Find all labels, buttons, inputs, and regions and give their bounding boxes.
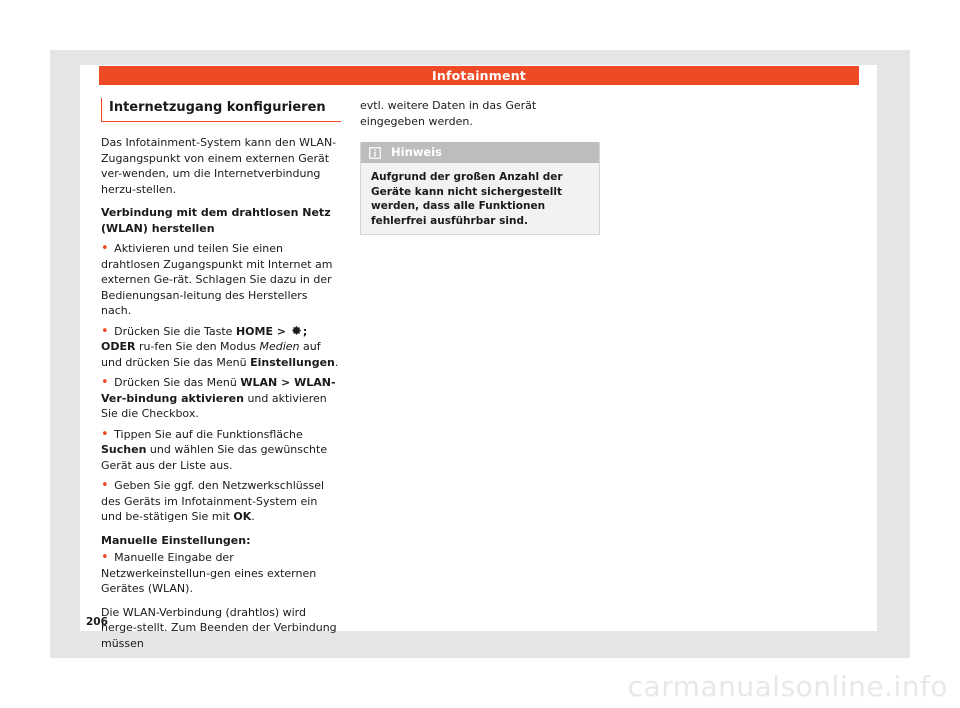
section-title: Internetzugang konfigurieren [101, 98, 341, 122]
continuation-paragraph: evtl. weitere Daten in das Gerät eingegeben werden. [360, 99, 537, 128]
middle-column [360, 98, 600, 235]
manual-heading: Manuelle Einstellungen: [101, 533, 251, 547]
bullet-icon: • [101, 478, 109, 493]
note-text: Aufgrund der großen Anzahl der Geräte kann nicht sichergestellt werden, dass alle Funktionen fehlerfrei ausführbar sind. [371, 171, 563, 227]
info-icon [369, 147, 381, 159]
einstellungen-menu: Einstellungen [250, 355, 335, 369]
chapter-header: Infotainment [99, 66, 859, 85]
note-title: Hinweis [391, 145, 442, 159]
page-number: 206 [86, 616, 108, 628]
step-3: • Drücken Sie das Menü WLAN > WLAN-Ver-bindung aktivieren und aktivieren Sie die Checkbox. [101, 375, 336, 420]
ok-label: OK [233, 510, 252, 523]
step-6: • Manuelle Eingabe der Netzwerkeinstellun-gen eines externen Gerätes (WLAN). [101, 550, 317, 595]
closing-paragraph: Die WLAN-Verbindung (drahtlos) wird herge-stellt. Zum Beenden der Verbindung müssen [101, 605, 337, 650]
bullet-icon: • [101, 426, 109, 442]
watermark-logo: carmanualsonline.info [627, 670, 948, 703]
step-4: • Tippen Sie auf die Funktionsfläche Suchen und wählen Sie das gewünschte Gerät aus der Liste aus. [101, 426, 328, 472]
step-5: • Geben Sie ggf. den Netzwerkschlüssel des Geräts im Infotainment-System ein und be-stätigen Sie mit OK. [101, 478, 325, 523]
bullet-icon: • [101, 241, 109, 256]
wlan-menu-path: WLAN > WLAN-Ver-bindung aktivieren [101, 376, 336, 405]
wlan-heading: Verbindung mit dem drahtlosen Netz (WLAN) herstellen [101, 206, 331, 235]
home-key: HOME > [235, 324, 290, 338]
medien-mode: Medien [259, 340, 300, 353]
intro-paragraph: Das Infotainment-System kann den WLAN-Zugangspunkt von einem externen Gerät ver-wenden, um die Internetverbindung herzu-stellen. [101, 136, 337, 196]
step-2: • Drücken Sie die Taste HOME > ; ODER ru-fen Sie den Modus Medien auf und drücken Sie das Menü Einstellungen. [101, 323, 339, 369]
left-column [101, 98, 341, 659]
oder-keyword: ODER [101, 340, 136, 353]
bullet-icon: • [101, 550, 109, 565]
note-box [360, 142, 600, 235]
note-header [361, 142, 599, 163]
step-1: • Aktivieren und teilen Sie einen drahtlosen Zugangspunkt mit Internet am externen Ge-rät. Schlagen Sie dazu in der Bedienungsan-leitung des Herstellers nach. [101, 241, 333, 317]
bullet-icon: • [101, 323, 109, 339]
suchen-button-label: Suchen [101, 443, 147, 456]
bullet-icon: • [101, 375, 109, 390]
gear-icon [291, 325, 302, 336]
